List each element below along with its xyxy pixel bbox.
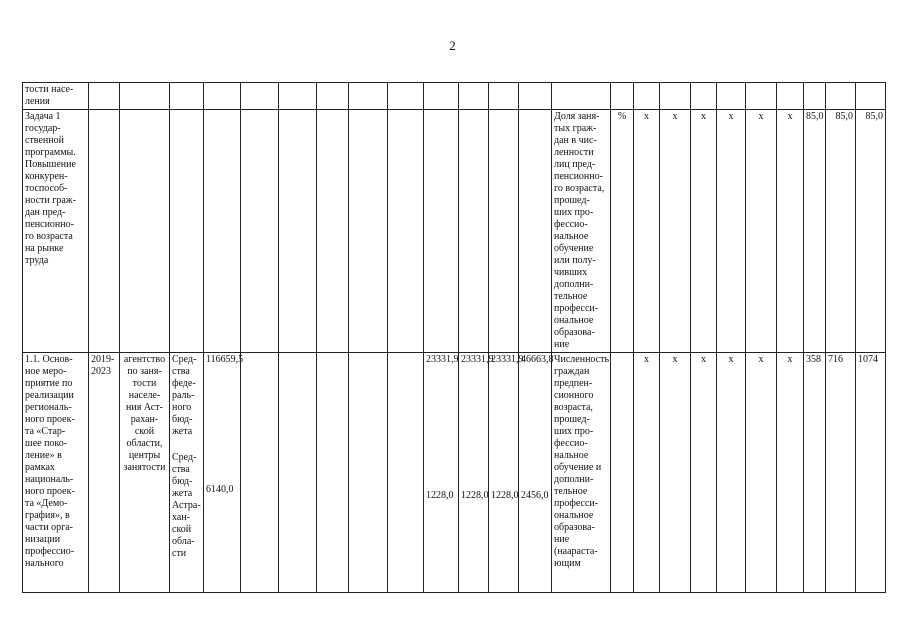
- activity-period: 2019- 2023: [89, 353, 120, 593]
- y2-federal: 23331,9: [461, 354, 494, 365]
- y3-federal: 23331,9: [491, 354, 524, 365]
- program-table: [22, 82, 886, 593]
- activity-executor: агентство по заня- тости населе- ния Аст- рахан- ской области, центры занятости: [120, 353, 170, 593]
- table-row-activity-1-1: [23, 353, 886, 593]
- activity-x-3: х: [691, 353, 717, 593]
- y2-regional: 1228,0: [461, 490, 489, 501]
- row-label-continuation: тости насе- ления: [23, 83, 89, 110]
- y1-federal: 23331,9: [426, 354, 459, 365]
- table-row-continuation: [23, 83, 886, 110]
- task1-x-4: х: [717, 110, 746, 353]
- y4-regional: 2456,0: [521, 490, 549, 501]
- task1-x-1: х: [634, 110, 660, 353]
- activity-year-col-4: [519, 353, 552, 593]
- task1-target-3: 85,0: [856, 110, 886, 353]
- task1-target-2: 85,0: [826, 110, 856, 353]
- page-number: 2: [449, 38, 456, 53]
- total-federal: 116659,5: [206, 354, 244, 365]
- activity-year-col-2: [459, 353, 494, 593]
- task1-x-6: х: [777, 110, 804, 353]
- task1-unit: %: [611, 110, 634, 353]
- task1-target-1: 85,0: [804, 110, 826, 353]
- activity-year-col-1: [424, 353, 459, 593]
- activity-target-3: 1074: [856, 353, 886, 593]
- task1-x-5: х: [746, 110, 777, 353]
- task1-label: Задача 1 государ- ственной программы. Повышение конкурен- тоспособ- ности граж- дан пред- пенсионно- го возраста на рынке труда: [23, 110, 89, 353]
- source-regional: Сред- ства бюд- жета Астра- хан- ской обла- сти: [172, 452, 201, 559]
- activity-x-2: х: [660, 353, 691, 593]
- activity-sources: [170, 353, 204, 593]
- activity-year-col-3: [489, 353, 524, 593]
- y1-regional: 1228,0: [426, 490, 454, 501]
- activity-target-2: 716: [826, 353, 856, 593]
- task1-x-3: х: [691, 110, 717, 353]
- activity-target-1: 358: [804, 353, 826, 593]
- total-regional: 6140,0: [206, 484, 234, 495]
- table-row-task1: [23, 110, 886, 353]
- activity-x-6: х: [777, 353, 804, 593]
- y3-regional: 1228,0: [491, 490, 519, 501]
- task1-x-2: х: [660, 110, 691, 353]
- activity-x-4: х: [717, 353, 746, 593]
- y4-federal: 46663,8: [521, 354, 554, 365]
- task1-indicator: Доля заня- тых граж- дан в чис- ленности лиц пред- пенсионно- го возраста, прошед- ших про- фессио- нальное обучение или полу- чивших дополни- тельное професси- ональное образова- ние: [552, 110, 611, 353]
- activity-name: 1.1. Основ- ное меро- приятие по реализации региональ- ного проек- та «Стар- шее поко- ление» в рамках националь- ного проек- та «Демо- графия», в части орга- низации профессио- нального: [23, 353, 89, 593]
- activity-x-1: х: [634, 353, 660, 593]
- activity-x-5: х: [746, 353, 777, 593]
- source-federal: Сред- ства феде- раль- ного бюд- жета: [172, 354, 197, 437]
- activity-indicator: Численность граждан предпен- сионного возраста, прошед- ших про- фессио- нальное обучение и дополни- тельное професси- ональное образова- ние (наараста- ющим: [552, 353, 611, 593]
- activity-totals: [204, 353, 244, 593]
